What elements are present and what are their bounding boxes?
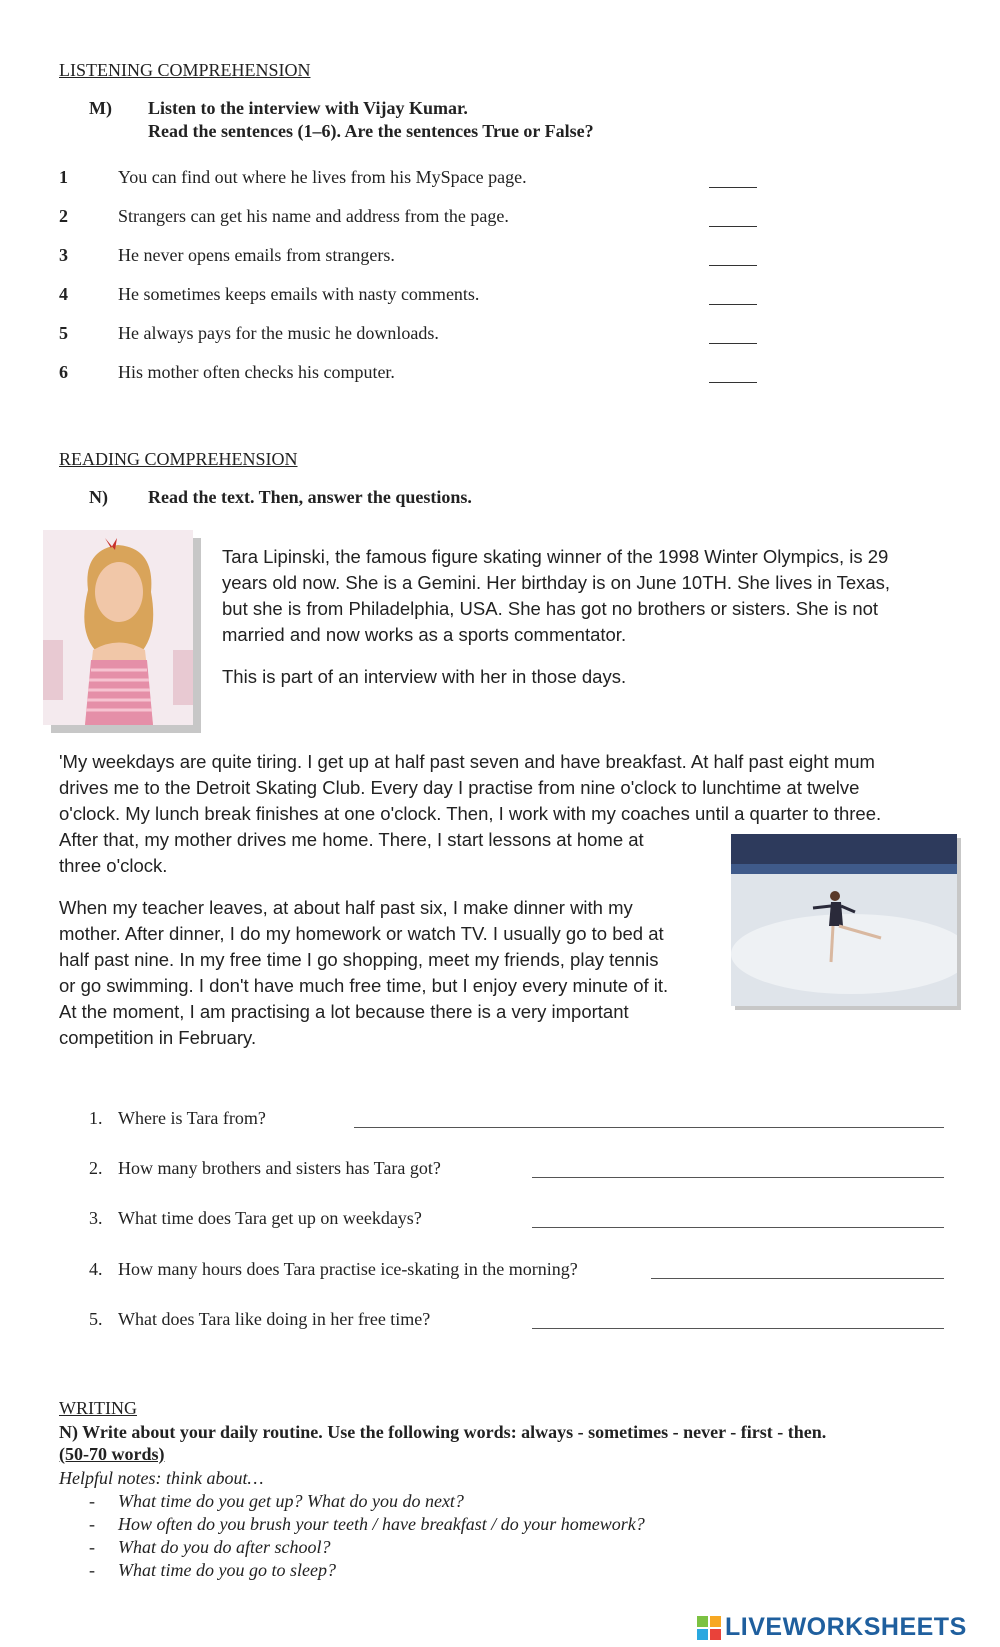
answer-line[interactable]	[532, 1227, 944, 1228]
passage-line: When my teacher leaves, at about half past six, I make dinner with my	[59, 897, 633, 918]
question-text: What does Tara like doing in her free time?	[118, 1309, 431, 1329]
intro-line: Tara Lipinski, the famous figure skating winner of the 1998 Winter Olympics, is 29	[222, 546, 889, 567]
skating-illustration	[731, 834, 957, 1006]
notes-intro: Helpful notes: think about…	[59, 1468, 264, 1488]
answer-blank[interactable]	[709, 343, 757, 344]
passage-line: o'clock. My lunch break finishes at one o'clock. Then, I work with my coaches until a quarter to three.	[59, 803, 882, 824]
answer-blank[interactable]	[709, 382, 757, 383]
writing-heading: WRITING	[59, 1398, 137, 1418]
question-number: 3.	[89, 1208, 103, 1228]
reading-label: N)	[89, 487, 108, 507]
question-text: What time does Tara get up on weekdays?	[118, 1208, 422, 1228]
passage-line: drives me to the Detroit Skating Club. Every day I practise from nine o'clock to lunchtime at twelve	[59, 777, 860, 798]
passage-line: After that, my mother drives me home. There, I start lessons at home at	[59, 829, 644, 850]
answer-blank[interactable]	[709, 226, 757, 227]
item-number: 3	[59, 245, 68, 265]
answer-blank[interactable]	[709, 265, 757, 266]
passage-line: competition in February.	[59, 1027, 257, 1048]
portrait-photo	[43, 530, 193, 725]
item-text: He sometimes keeps emails with nasty comments.	[118, 284, 480, 304]
passage-line: half past nine. In my free time I go shopping, meet my friends, play tennis	[59, 949, 659, 970]
question-text: How many hours does Tara practise ice-skating in the morning?	[118, 1259, 578, 1279]
intro-note: This is part of an interview with her in those days.	[222, 666, 627, 687]
logo-text: LIVEWORKSHEETS	[725, 1613, 967, 1641]
intro-line: but she is from Philadelphia, USA. She has got no brothers or sisters. She is not	[222, 598, 879, 619]
answer-blank[interactable]	[709, 304, 757, 305]
item-text: His mother often checks his computer.	[118, 362, 395, 382]
bullet: -	[89, 1537, 95, 1557]
item-number: 4	[59, 284, 68, 304]
passage-line: At the moment, I am practising a lot because there is a very important	[59, 1001, 629, 1022]
passage-line: or go swimming. I don't have much free time, but I enjoy every minute of it.	[59, 975, 669, 996]
answer-line[interactable]	[354, 1127, 944, 1128]
item-text: Strangers can get his name and address from the page.	[118, 206, 509, 226]
item-number: 2	[59, 206, 68, 226]
reading-instruction: Read the text. Then, answer the questions.	[148, 487, 472, 507]
listening-heading: LISTENING COMPREHENSION	[59, 60, 311, 80]
passage-line: 'My weekdays are quite tiring. I get up at half past seven and have breakfast. At half past eight mum	[59, 751, 875, 772]
passage-line: mother. After dinner, I do my homework or watch TV. I usually go to bed at	[59, 923, 664, 944]
note-item: What do you do after school?	[118, 1537, 331, 1557]
bullet: -	[89, 1560, 95, 1580]
question-text: How many brothers and sisters has Tara got?	[118, 1158, 441, 1178]
bullet: -	[89, 1491, 95, 1511]
word-count: (50-70 words)	[59, 1444, 165, 1464]
listening-instruction-1: Listen to the interview with Vijay Kumar.	[148, 98, 468, 118]
intro-line: married and now works as a sports commentator.	[222, 624, 627, 645]
item-number: 5	[59, 323, 68, 343]
question-number: 2.	[89, 1158, 103, 1178]
writing-instruction: N) Write about your daily routine. Use the following words: always - sometimes - never - first - then.	[59, 1422, 827, 1442]
note-item: What time do you go to sleep?	[118, 1560, 336, 1580]
logo-blocks-icon	[697, 1616, 721, 1640]
portrait-illustration	[43, 530, 193, 725]
answer-line[interactable]	[532, 1177, 944, 1178]
item-number: 6	[59, 362, 68, 382]
passage-line: three o'clock.	[59, 855, 168, 876]
question-number: 5.	[89, 1309, 103, 1329]
bullet: -	[89, 1514, 95, 1534]
intro-line: years old now. She is a Gemini. Her birthday is on June 10TH. She lives in Texas,	[222, 572, 891, 593]
skating-photo	[731, 834, 957, 1006]
answer-line[interactable]	[532, 1328, 944, 1329]
answer-blank[interactable]	[709, 187, 757, 188]
listening-instruction-2: Read the sentences (1–6). Are the sentences True or False?	[148, 121, 594, 141]
answer-line[interactable]	[651, 1278, 944, 1279]
question-text: Where is Tara from?	[118, 1108, 266, 1128]
liveworksheets-logo[interactable]	[697, 1613, 992, 1641]
reading-heading: READING COMPREHENSION	[59, 449, 298, 469]
item-text: You can find out where he lives from his MySpace page.	[118, 167, 527, 187]
item-number: 1	[59, 167, 68, 187]
question-number: 1.	[89, 1108, 103, 1128]
question-number: 4.	[89, 1259, 103, 1279]
note-item: What time do you get up? What do you do next?	[118, 1491, 464, 1511]
item-text: He always pays for the music he downloads.	[118, 323, 439, 343]
item-text: He never opens emails from strangers.	[118, 245, 395, 265]
note-item: How often do you brush your teeth / have breakfast / do your homework?	[118, 1514, 645, 1534]
listening-label: M)	[89, 98, 112, 118]
